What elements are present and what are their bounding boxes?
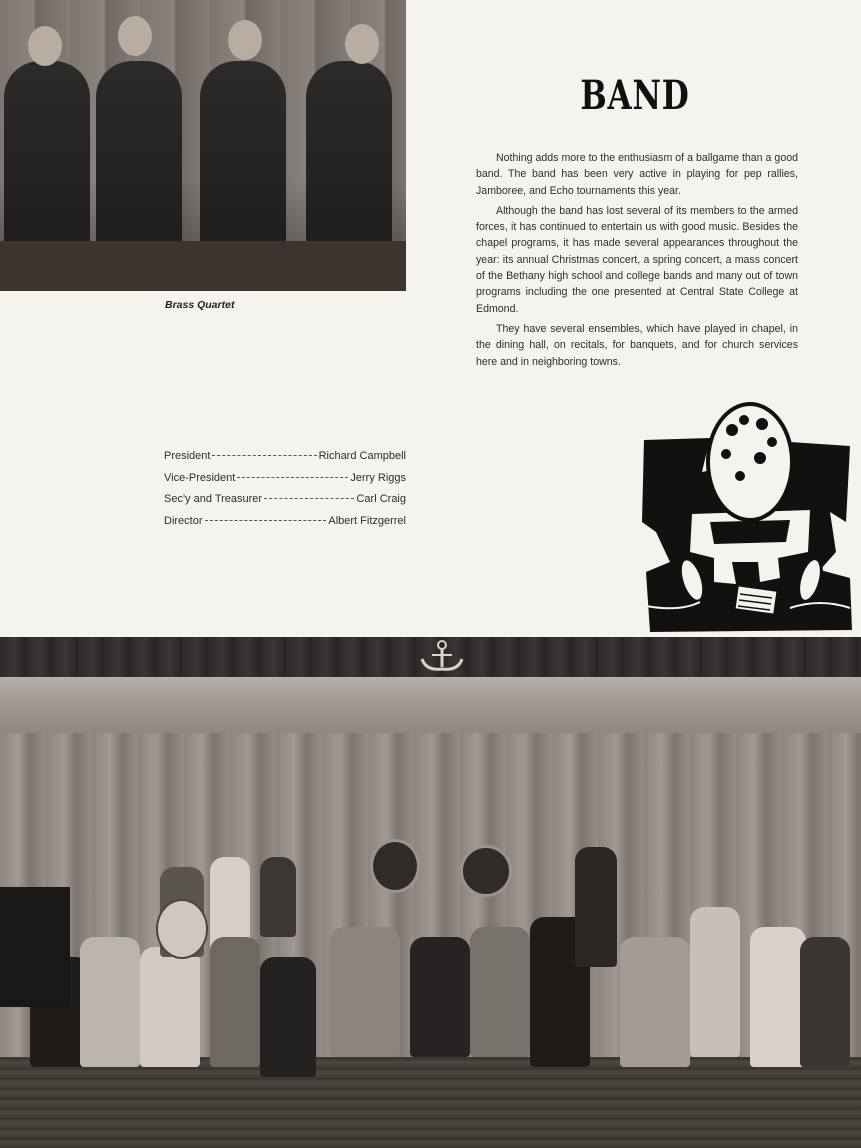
officer-row [164,515,406,537]
quartet-member [306,61,392,271]
band-member [260,857,296,937]
quartet-member-head [345,24,379,64]
officer-role: Sec'y and Treasurer [164,493,263,505]
dotted-leader [212,455,316,456]
band-member [620,937,690,1067]
quartet-member [200,61,286,271]
band-member [330,927,400,1057]
paragraph: Although the band has lost several of its members to the armed forces, it has continued to entertain us with good music. Besides the chapel programs, it has made several appearances throughout the year: its annual Christmas concert, a spring concert, a mass concert of the Bethany high school and college bands and many out of town programs including the one presented at Central State College at Edmond. [476,204,798,315]
band-member [690,907,740,1057]
anchor-icon [416,639,468,673]
band-member [470,927,530,1057]
quartet-member [4,61,90,271]
band-member [750,927,806,1067]
band-members-group [20,847,850,1087]
band-cartoon-illustration [640,402,856,634]
officer-name: Richard Campbell [318,450,406,462]
officer-name: Jerry Riggs [350,471,406,484]
officer-role: Vice-President [164,471,236,484]
officer-role: President [164,450,211,462]
band-member [260,957,316,1077]
stage-valance [0,677,861,736]
officer-role: Director [164,514,203,527]
paragraph: They have several ensembles, which have played in chapel, in the dining hall, on recitals, for banquets, and for church services here and in neighboring towns. [476,322,798,368]
band-member [140,947,200,1067]
officers-list [164,450,406,536]
sousaphone-bell [370,839,420,893]
quartet-member [96,61,182,271]
officer-row [164,450,406,472]
quartet-member-head [28,26,62,66]
officer-row [164,472,406,494]
brass-quartet-photo [0,0,406,291]
sousaphone-bell [460,845,512,897]
quartet-member-head [228,20,262,60]
page-title: BAND [580,72,690,119]
band-member [575,847,617,967]
bass-drum [156,899,208,959]
dotted-leader [264,498,354,499]
officer-row [164,493,406,515]
stage-floor [0,241,406,291]
dotted-leader [205,520,327,521]
full-band-stage-photo [0,637,861,1148]
article-body [476,150,798,374]
band-member [800,937,850,1067]
band-member [410,937,470,1057]
photo-caption: Brass Quartet [165,299,235,311]
quartet-member-head [118,16,152,56]
paragraph: Nothing adds more to the enthusiasm of a ballgame than a good band. The band has been very active in playing for pep rallies, Jamboree, and Echo tournaments this year. [476,152,798,197]
officer-name: Carl Craig [356,493,406,505]
band-member [80,937,140,1067]
band-member [210,937,260,1067]
officer-name: Albert Fitzgerrel [328,514,406,527]
dotted-leader [237,477,348,478]
piano [0,887,70,1007]
